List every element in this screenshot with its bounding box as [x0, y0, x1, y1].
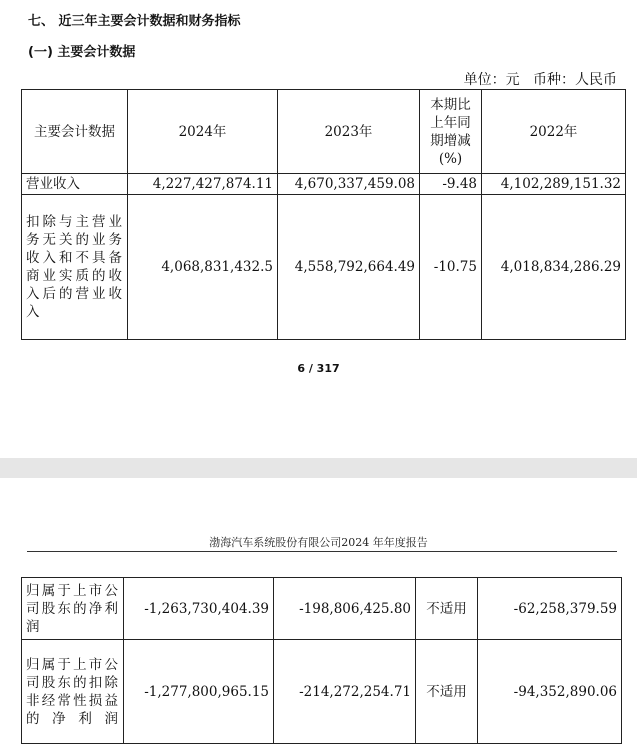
cell-value: 不适用: [416, 640, 478, 744]
page-separator: [0, 458, 637, 478]
accounting-data-table: [21, 89, 626, 340]
unit-currency-note: 单位：元 币种：人民币: [463, 72, 617, 88]
row-label: 归属于上市公司股东的扣除非经常性损益的净利润: [22, 640, 124, 744]
cell-value: -94,352,890.06: [478, 640, 622, 744]
header-change-pct: 本期比上年同期增减(%): [420, 90, 482, 174]
cell-value: 4,018,834,286.29: [482, 195, 626, 340]
table-row: [22, 195, 626, 340]
table-row: [22, 640, 622, 744]
section-title: 七、 近三年主要会计数据和财务指标: [28, 14, 241, 29]
table-row: [22, 174, 626, 195]
cell-value: -1,277,800,965.15: [124, 640, 274, 744]
header-2023: 2023年: [278, 90, 420, 174]
cell-value: 4,227,427,874.11: [128, 174, 278, 195]
header-divider: [27, 551, 617, 552]
row-label: 归属于上市公司股东的净利润: [22, 578, 124, 640]
header-item: 主要会计数据: [22, 90, 128, 174]
table-row: [22, 578, 622, 640]
cell-value: 不适用: [416, 578, 478, 640]
row-label: 扣除与主营业务无关的业务收入和不具备商业实质的收入后的营业收入: [22, 195, 128, 340]
cell-value: -1,263,730,404.39: [124, 578, 274, 640]
cell-value: -10.75: [420, 195, 482, 340]
cell-value: 4,102,289,151.32: [482, 174, 626, 195]
page-number: 6 / 317: [297, 362, 340, 375]
profit-data-table: [21, 577, 622, 744]
cell-value: -198,806,425.80: [274, 578, 416, 640]
cell-value: 4,670,337,459.08: [278, 174, 420, 195]
cell-value: -9.48: [420, 174, 482, 195]
header-2022: 2022年: [482, 90, 626, 174]
cell-value: -62,258,379.59: [478, 578, 622, 640]
table-header-row: [22, 90, 626, 174]
cell-value: 4,068,831,432.5: [128, 195, 278, 340]
subsection-title: (一) 主要会计数据: [28, 45, 136, 60]
cell-value: 4,558,792,664.49: [278, 195, 420, 340]
header-2024: 2024年: [128, 90, 278, 174]
row-label: 营业收入: [22, 174, 128, 195]
cell-value: -214,272,254.71: [274, 640, 416, 744]
report-header-title: 渤海汽车系统股份有限公司2024 年年度报告: [209, 536, 428, 549]
